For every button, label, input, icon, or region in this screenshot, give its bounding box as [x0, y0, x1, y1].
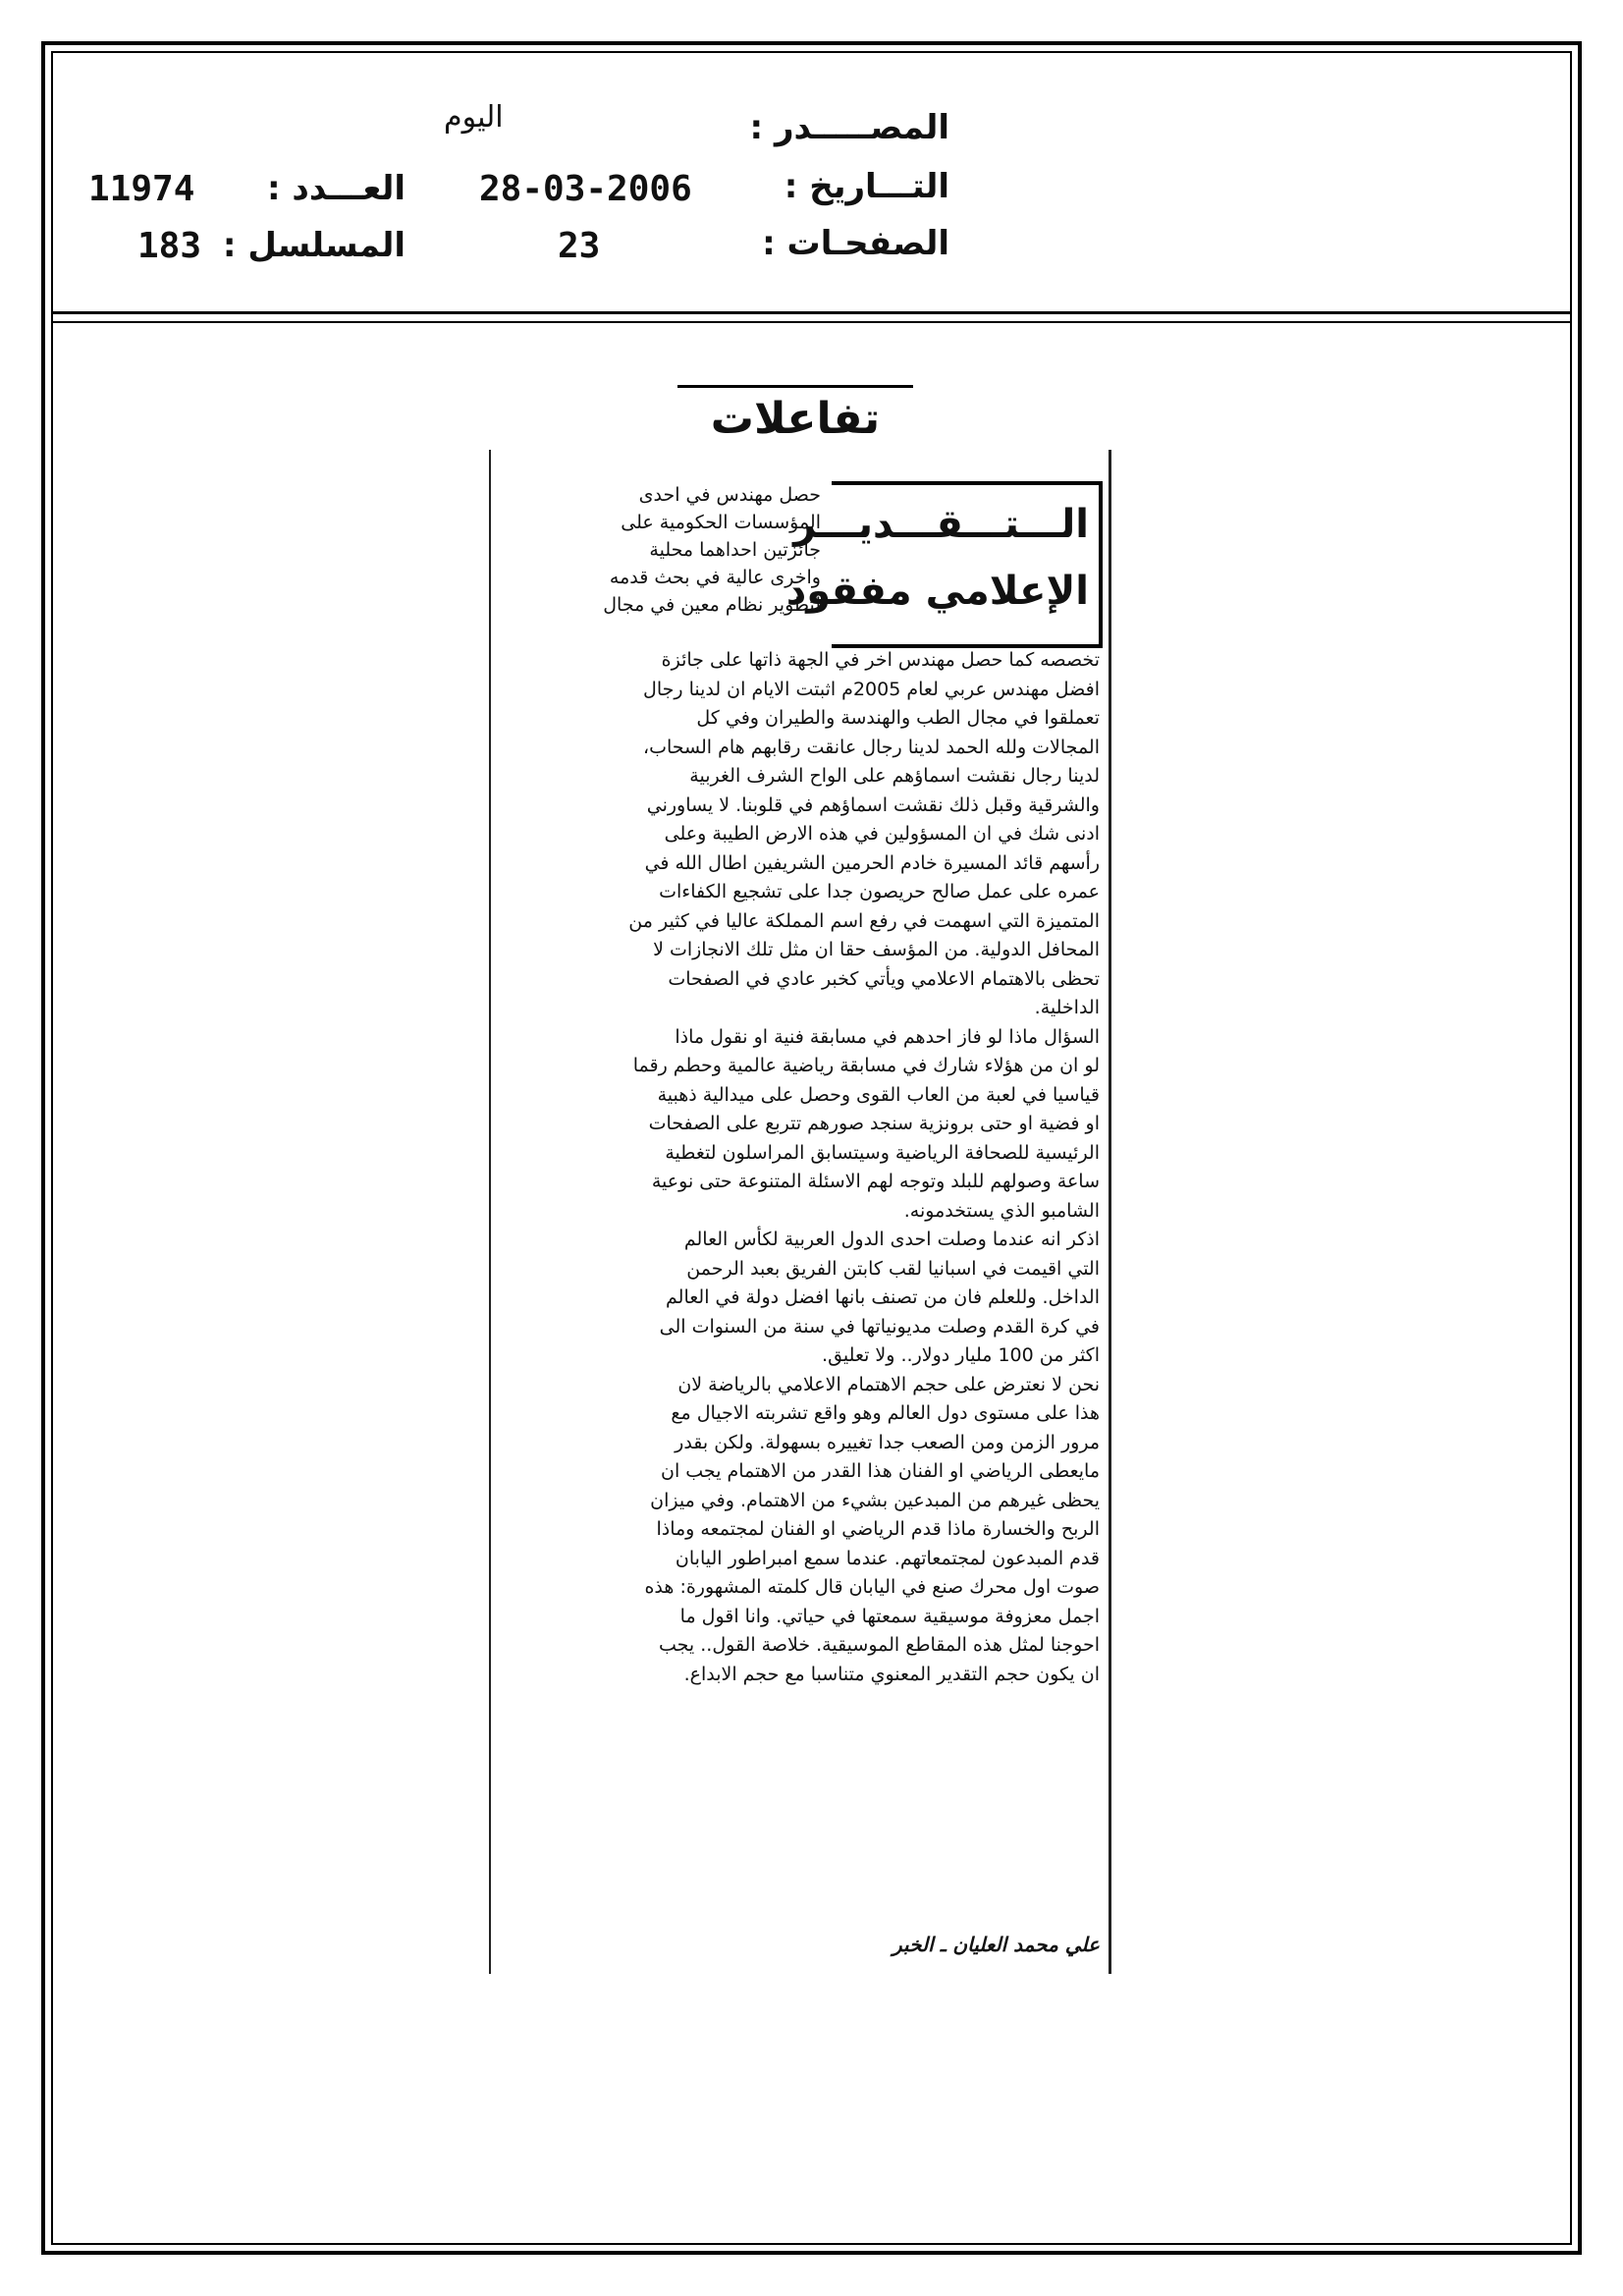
date-value: 28-03-2006 [479, 169, 692, 209]
body-line-30: يحظى غيرهم من المبدعين بشيء من الاهتمام. وفي ميزان [650, 1489, 1100, 1511]
pages-label: الصفحـات : [762, 224, 949, 263]
lead-line-5: لتطوير نظام معين في مجال [603, 594, 821, 616]
body-line-20: الشامبو الذي يستخدمونه. [903, 1199, 1100, 1222]
body-line-12: تحظى بالاهتمام الاعلامي ويأتي كخبر عادي في الصفحات [668, 967, 1100, 990]
body-line-2: افضل مهندس عربي لعام 2005م اثبتت الايام ان لدينا رجال [643, 678, 1100, 700]
body-line-4: المجالات ولله الحمد لدينا رجال عانقت رقابهم هام السحاب، [642, 736, 1100, 758]
lead-line-3: جائزتين احداهما محلية [649, 539, 821, 561]
article-title-line-2: الإعلامي مفقود [785, 569, 1089, 614]
body-line-34: اجمل معزوفة موسيقية سمعتها في حياتي. وانا اقول ما [679, 1605, 1100, 1627]
body-line-1: تخصصه كما حصل مهندس اخر في الجهة ذاتها على جائزة [661, 649, 1100, 671]
article-title-box [785, 481, 1103, 648]
body-line-29: مايعطى الرياضي او الفنان هذا القدر من الاهتمام يجب ان [661, 1460, 1100, 1482]
section-heading [677, 385, 913, 444]
body-line-6: والشرقية وقبل ذلك نقشت اسماؤهم في قلوبنا. لا يساورني [646, 793, 1100, 816]
header-divider-top [51, 311, 1572, 314]
body-line-31: الربح والخسارة ماذا قدم الرياضي او الفنان لمجتمعه وماذا [656, 1518, 1100, 1540]
body-line-36: ان يكون حجم التقدير المعنوي متناسبا مع حجم الابداع. [683, 1663, 1100, 1685]
body-line-18: الرئيسية للصحافة الرياضية وسيتسابق المراسلون لتغطية [665, 1141, 1100, 1164]
article-clipping [489, 450, 1111, 1974]
body-line-27: هذا على مستوى دول العالم وهو واقع تشربته الاجيال مع [671, 1402, 1100, 1424]
header-divider-bottom [51, 321, 1572, 323]
body-line-28: مرور الزمن ومن الصعب جدا تغييره بسهولة. ولكن بقدر [675, 1431, 1100, 1453]
body-line-10: المتميزة التي اسهمت في رفع اسم المملكة عاليا في كثير من [628, 909, 1100, 932]
body-line-8: رأسهم قائد المسيرة خادم الحرمين الشريفين اطال الله في [644, 851, 1100, 874]
body-line-11: المحافل الدولية. من المؤسف حقا ان مثل تلك الانجازات لا [653, 939, 1100, 960]
body-line-17: او فضية او حتى برونزية سنجد صورهم تتربع على الصفحات [648, 1113, 1100, 1134]
lead-line-2: المؤسسات الحكومية على [621, 512, 821, 533]
serial-value: 183 [137, 226, 202, 266]
body-line-13: الداخلية. [1034, 997, 1100, 1018]
body-line-35: احوجنا لمثل هذه المقاطع الموسيقية. خلاصة القول.. يجب [659, 1634, 1100, 1656]
body-line-7: ادنى شك في ان المسؤولين في هذه الارض الطيبة وعلى [664, 823, 1100, 845]
body-line-33: صوت اول محرك صنع في اليابان قال كلمته المشهورة: هذه [644, 1576, 1100, 1598]
lead-line-4: واخرى عالية في بحث قدمه [609, 567, 821, 588]
body-line-21: اذكر انه عندما وصلت احدى الدول العربية لكأس العالم [683, 1229, 1100, 1250]
source-value: اليوم [444, 100, 504, 135]
article-body-text [511, 646, 1100, 1689]
issue-value: 11974 [88, 169, 195, 209]
body-line-16: قياسيا في لعبة من العاب القوى وحصل على ميدالية ذهبية [657, 1083, 1100, 1106]
body-line-14: السؤال ماذا لو فاز احدهم في مسابقة فنية او نقول ماذا [675, 1025, 1100, 1048]
body-line-23: الداخل. وللعلم فان من تصنف بانها افضل دولة في العالم [666, 1286, 1100, 1308]
body-line-26: نحن لا نعترض على حجم الاهتمام الاعلامي بالرياضة لان [677, 1373, 1100, 1395]
body-line-24: في كرة القدم وصلت مديونياتها في سنة من السنوات الى [659, 1315, 1100, 1338]
body-line-32: قدم المبدعون لمجتمعاتهم. عندما سمع امبراطور اليابان [675, 1547, 1100, 1569]
section-title: تفاعلات [710, 394, 881, 444]
issue-label: العـــدد : [267, 169, 406, 208]
section-rule [677, 385, 913, 388]
body-line-9: عمره على عمل صالح حريصون جدا على تشجيع الكفاءات [659, 881, 1100, 902]
body-line-25: اكثر من 100 مليار دولار.. ولا تعليق. [822, 1344, 1100, 1366]
body-line-15: لو ان من هؤلاء شارك في مسابقة رياضية عالمية وحطم رقما [632, 1055, 1100, 1076]
body-line-19: ساعة وصولهم للبلد وتوجه لهم الاسئلة المتنوعة حتى نوعية [651, 1171, 1100, 1192]
body-line-3: تعملقوا في مجال الطب والهندسة والطيران وفي كل [696, 707, 1100, 729]
article-title-line-1: الـــتـــقـــديـــر [793, 502, 1089, 547]
source-label: المصـــــدر : [749, 108, 949, 147]
pages-value: 23 [558, 226, 601, 266]
body-line-5: لدينا رجال نقشت اسماؤهم على الواح الشرف الغربية [689, 765, 1100, 787]
article-byline: علي محمد العليان ـ الخبر [893, 1933, 1100, 1956]
serial-label: المسلسل : [222, 226, 406, 265]
body-line-22: التي اقيمت في اسبانيا لقب كابتن الفريق بعبد الرحمن [686, 1257, 1100, 1280]
article-lead-text [511, 481, 821, 619]
date-label: التـــاريخ : [784, 167, 949, 206]
lead-line-1: حصل مهندس في احدى [638, 484, 821, 506]
